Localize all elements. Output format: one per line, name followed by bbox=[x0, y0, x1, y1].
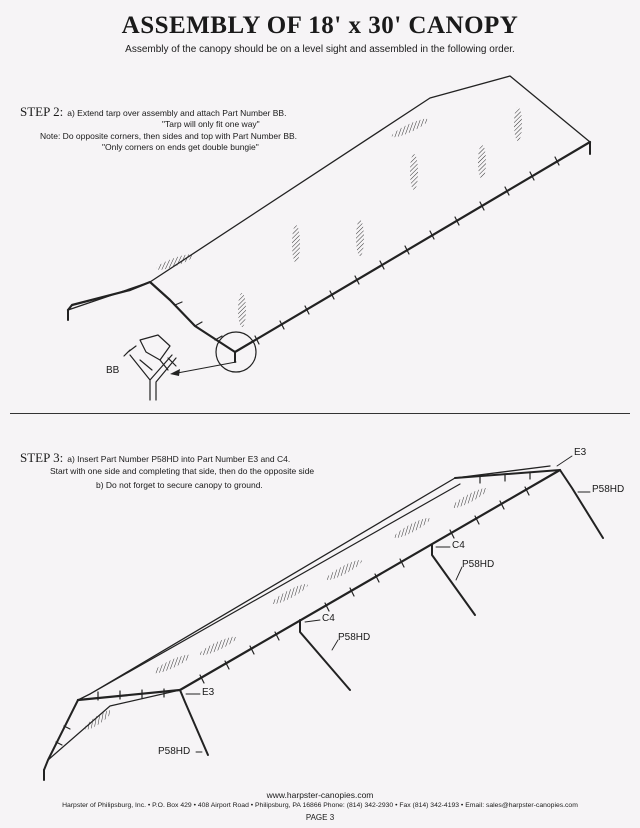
step3-line-a2: Start with one side and completing that side, then do the opposite side bbox=[50, 466, 315, 476]
callout-e3-top: E3 bbox=[574, 447, 587, 458]
step2-note2: "Only corners on ends get double bungie" bbox=[102, 142, 259, 152]
footer-page-number: PAGE 3 bbox=[305, 813, 335, 822]
footer-url: www.harpster-canopies.com bbox=[266, 790, 374, 800]
callout-p58hd-top: P58HD bbox=[592, 484, 625, 495]
callout-p58hd-upper: P58HD bbox=[462, 559, 495, 570]
step3-label: STEP 3: bbox=[20, 450, 64, 465]
step2-line-a2: "Tarp will only fit one way" bbox=[162, 119, 260, 129]
footer-address: Harpster of Philipsburg, Inc. • P.O. Box 429 • 408 Airport Road • Philipsburg, PA 16866 Phone: (814) 342-2930 • Fax (814) 342-4193 • Email: sales@harpster-canopies.com bbox=[62, 802, 578, 809]
callout-c4-lower: C4 bbox=[322, 613, 335, 624]
step2-label: STEP 2: bbox=[20, 104, 64, 119]
step2-bungee-ticks bbox=[175, 157, 559, 344]
step3-line-b: b) Do not forget to secure canopy to ground. bbox=[96, 480, 263, 490]
step3-legs bbox=[44, 470, 603, 780]
callout-bb: BB bbox=[106, 365, 120, 376]
step2-tarp-shading bbox=[155, 107, 522, 327]
page-subtitle: Assembly of the canopy should be on a level sight and assembled in the following order. bbox=[125, 44, 515, 55]
callout-p58hd-lower: P58HD bbox=[338, 632, 371, 643]
step2-canopy bbox=[68, 76, 590, 400]
page-title: ASSEMBLY OF 18' x 30' CANOPY bbox=[121, 12, 519, 39]
step3-ticks bbox=[56, 472, 530, 745]
callout-e3-bottom: E3 bbox=[202, 687, 215, 698]
step2-note: Note: Do opposite corners, then sides and top with Part Number BB. bbox=[40, 131, 298, 141]
bb-detail-sketch bbox=[124, 335, 176, 400]
callout-p58hd-bottom: P58HD bbox=[158, 746, 191, 757]
step2-text-a: a) Extend tarp over assembly and attach Part Number BB. bbox=[67, 108, 287, 118]
step3-text-a: a) Insert Part Number P58HD into Part Number E3 and C4. bbox=[67, 454, 291, 464]
step3-callout-leaders bbox=[186, 456, 590, 752]
callout-c4-upper: C4 bbox=[452, 540, 465, 551]
step3-tarp-shading bbox=[83, 485, 490, 732]
